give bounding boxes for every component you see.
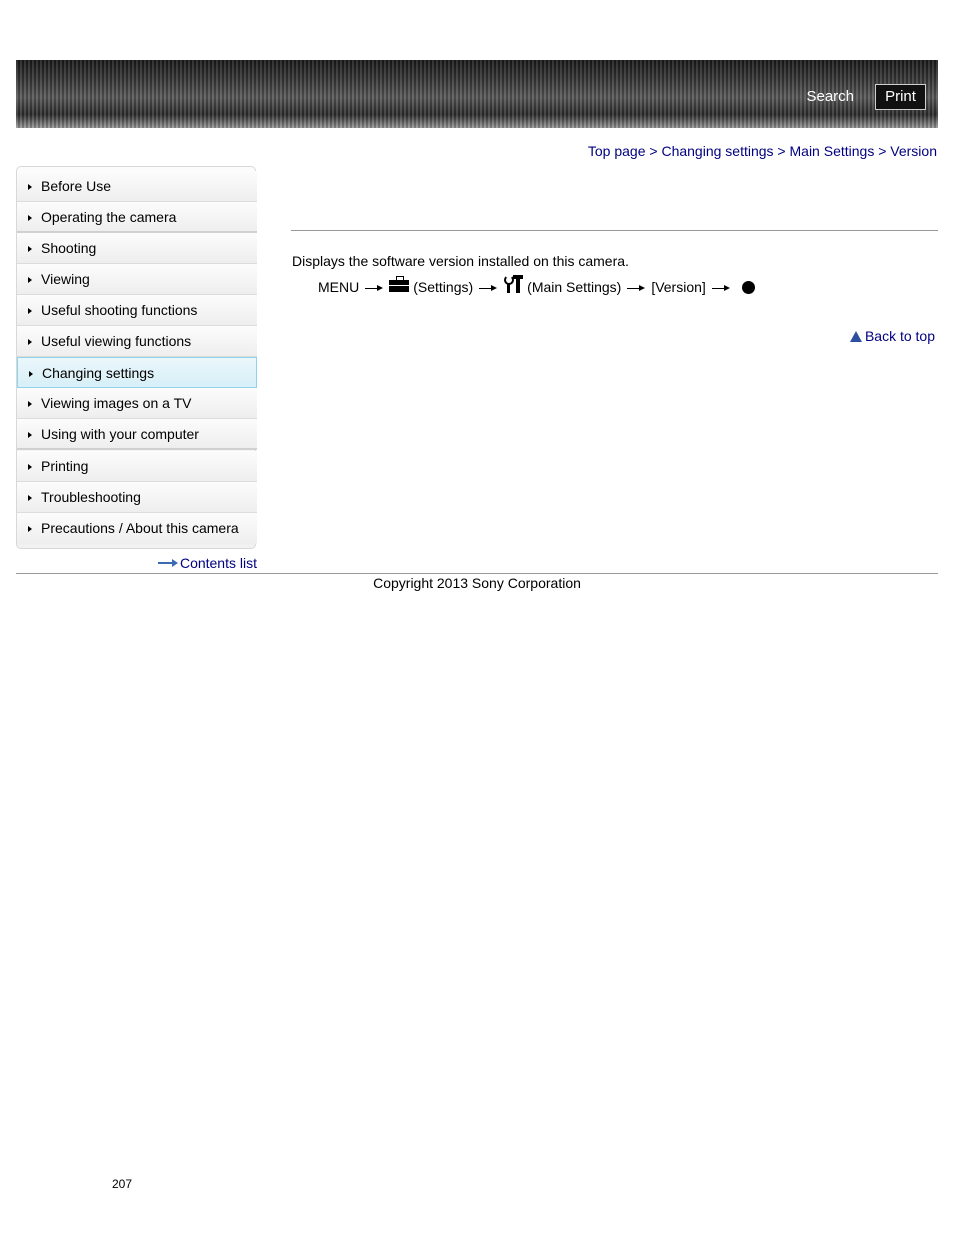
arrow-right-icon [712,285,730,291]
menu-label: MENU [318,279,360,295]
version-label: [Version] [651,279,706,295]
contents-list-label: Contents list [179,555,257,571]
sidebar-item-label: Shooting [41,240,97,256]
triangle-right-icon [29,371,33,377]
sidebar-item-troubleshooting[interactable] [17,482,257,513]
triangle-right-icon [28,277,32,283]
sidebar-item-label: Using with your computer [41,426,199,442]
sidebar-item-before-use[interactable] [17,171,257,202]
triangle-right-icon [28,339,32,345]
sidebar-item-useful-viewing-functions[interactable] [17,326,257,357]
toolbox-icon [389,276,409,292]
sidebar-item-label: Before Use [41,178,112,194]
arrow-right-icon [627,285,645,291]
triangle-right-icon [28,246,32,252]
sidebar-nav [16,166,256,549]
sidebar-item-operating-the-camera[interactable] [17,202,257,233]
back-to-top-link[interactable] [850,328,935,344]
sidebar-item-viewing[interactable] [17,264,257,295]
copyright-text: Copyright 2013 Sony Corporation [373,575,581,591]
sidebar-item-label: Viewing [41,271,90,287]
contents-list-link[interactable] [158,555,257,571]
sidebar-item-using-with-your-computer[interactable] [17,419,257,450]
triangle-right-icon [28,308,32,314]
sidebar-item-useful-shooting-functions[interactable] [17,295,257,326]
sidebar-item-changing-settings[interactable] [17,357,257,388]
sidebar-item-precautions[interactable] [17,513,257,544]
sidebar-item-label: Operating the camera [41,209,177,225]
sidebar-item-label: Useful viewing functions [41,333,192,349]
sidebar-item-label: Viewing images on a TV [41,395,192,411]
breadcrumb-separator: > [878,143,887,159]
triangle-right-icon [28,432,32,438]
breadcrumb-version[interactable]: Version [890,143,937,159]
breadcrumb-separator: > [649,143,658,159]
sidebar-item-label: Useful shooting functions [41,302,198,318]
triangle-right-icon [28,495,32,501]
right-arrow-icon [158,559,178,567]
sidebar-item-viewing-images-on-a-tv[interactable] [17,388,257,419]
search-button[interactable]: Search [806,88,854,105]
triangle-right-icon [28,526,32,532]
arrow-right-icon [365,285,383,291]
sidebar-item-label: Changing settings [42,365,155,381]
main-settings-label: (Main Settings) [527,279,622,295]
sidebar-item-shooting[interactable] [17,233,257,264]
breadcrumb-top-page[interactable]: Top page [587,143,646,159]
triangle-right-icon [28,464,32,470]
sidebar-item-label: Printing [41,458,89,474]
print-button[interactable]: Print [875,84,926,110]
footer-divider [16,573,938,574]
up-triangle-icon [850,331,862,342]
arrow-right-icon [479,285,497,291]
breadcrumb-separator: > [777,143,786,159]
breadcrumb [588,143,937,159]
triangle-right-icon [28,215,32,221]
page-description: Displays the software version installed on this camera. [292,253,629,269]
triangle-right-icon [28,401,32,407]
sidebar-item-printing[interactable] [17,451,257,482]
page-number: 207 [112,1177,133,1191]
sidebar-item-label: Precautions / About this camera [41,520,239,536]
filled-circle-icon [742,281,755,294]
settings-label: (Settings) [413,279,474,295]
back-to-top-label: Back to top [864,328,935,344]
breadcrumb-changing-settings[interactable]: Changing settings [661,143,774,159]
header-bar [16,60,938,128]
wrench-screwdriver-icon [503,275,523,293]
sidebar-item-label: Troubleshooting [41,489,141,505]
menu-path [318,277,755,297]
title-divider [291,230,938,231]
triangle-right-icon [28,184,32,190]
breadcrumb-main-settings[interactable]: Main Settings [789,143,875,159]
